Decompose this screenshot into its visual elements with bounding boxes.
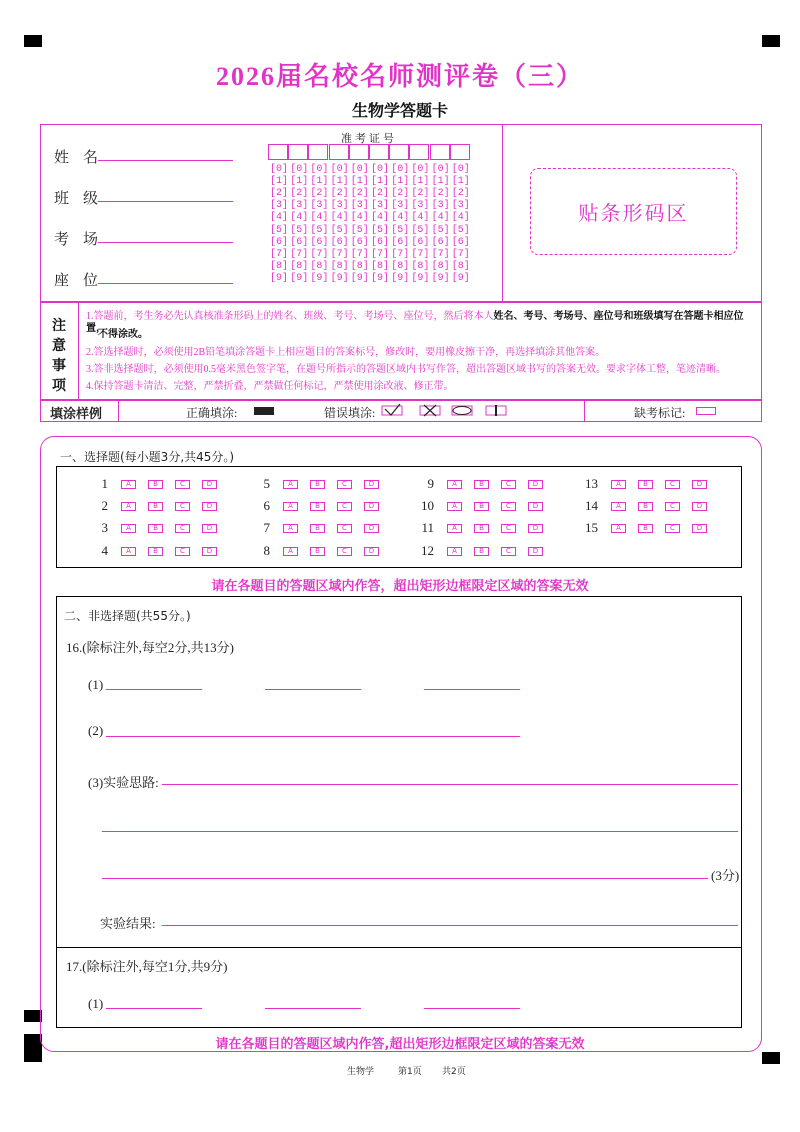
section1-title: 一、选择题(每小题3分,共45分。) xyxy=(60,450,235,464)
choice-bubble[interactable]: D xyxy=(364,502,379,511)
exam-number-digit[interactable]: [8] xyxy=(371,260,390,272)
exam-number-digit[interactable]: [8] xyxy=(431,260,450,272)
exam-number-digit[interactable]: [2] xyxy=(350,188,369,200)
choice-bubble[interactable]: D xyxy=(364,480,379,489)
choice-bubble[interactable]: B xyxy=(638,524,653,533)
fill-divider-1 xyxy=(118,400,119,422)
exam-number-digit[interactable]: [0] xyxy=(371,164,390,175)
exam-number-box[interactable] xyxy=(430,144,450,160)
exam-number-digit[interactable]: [1] xyxy=(411,176,430,188)
choice-bubble[interactable]: A xyxy=(611,502,626,511)
exam-number-digit[interactable]: [8] xyxy=(391,260,410,272)
choice-bubble[interactable]: C xyxy=(175,524,190,533)
choice-bubble[interactable]: B xyxy=(474,480,489,489)
q16-part1-blank-2[interactable] xyxy=(265,689,361,690)
choice-bubble[interactable]: D xyxy=(364,547,379,556)
exam-number-digit[interactable]: [4] xyxy=(310,212,329,224)
exam-number-digit[interactable]: [5] xyxy=(431,224,450,236)
exam-number-digit[interactable]: [4] xyxy=(290,212,309,224)
exam-number-digit[interactable]: [6] xyxy=(371,236,390,248)
q16-q17-divider xyxy=(56,947,742,948)
exam-number-digit[interactable]: [8] xyxy=(290,260,309,272)
exam-number-digit[interactable]: [5] xyxy=(411,224,430,236)
exam-number-box[interactable] xyxy=(308,144,328,160)
exam-number-digit[interactable]: [7] xyxy=(270,248,289,260)
fill-example-heading: 填涂样例 xyxy=(50,407,103,422)
choice-bubble[interactable]: B xyxy=(474,502,489,511)
choice-bubble[interactable]: C xyxy=(501,524,516,533)
exam-number-digit[interactable]: [6] xyxy=(411,236,430,248)
choice-bubble[interactable]: C xyxy=(665,524,680,533)
q16-header: 16.(除标注外,每空2分,共13分) xyxy=(66,640,234,655)
exam-number-digit[interactable]: [5] xyxy=(290,224,309,236)
exam-number-digit[interactable]: [2] xyxy=(451,188,470,200)
q17-part1-label: (1) xyxy=(88,996,104,1011)
notice-item-3: 3.答非选择题时，必须使用0.5毫米黑色签字笔，在题号所指示的答题区域内书写作答，超出答题区域书写的答案无效。要求字体工整，笔迹清晰。 xyxy=(86,364,726,375)
page-subtitle: 生物学答题卡 xyxy=(351,103,448,120)
exam-number-digit[interactable]: [8] xyxy=(310,260,329,272)
choice-bubble[interactable]: D xyxy=(202,524,217,533)
choice-bubble[interactable]: D xyxy=(528,502,543,511)
choice-bubble[interactable]: D xyxy=(202,480,217,489)
choice-bubble[interactable]: D xyxy=(202,547,217,556)
choice-question-number: 14 xyxy=(585,498,598,513)
exam-number-digit[interactable]: [8] xyxy=(270,260,289,272)
choice-bubble[interactable]: B xyxy=(310,502,325,511)
info-divider xyxy=(502,124,503,302)
exam-number-digit[interactable]: [0] xyxy=(431,164,450,175)
q16-result-blank[interactable] xyxy=(162,925,738,926)
exam-number-box[interactable] xyxy=(450,144,470,160)
footer-page: 第1页 xyxy=(398,1067,422,1077)
wrong-fill-circle xyxy=(453,407,471,415)
exam-number-digit[interactable]: [1] xyxy=(371,176,390,188)
exam-number-digit[interactable]: [0] xyxy=(330,164,349,175)
choice-bubble[interactable]: A xyxy=(283,547,298,556)
exam-number-digit[interactable]: [4] xyxy=(371,212,390,224)
exam-number-box[interactable] xyxy=(329,144,349,160)
q17-part1-blank-2[interactable] xyxy=(265,1008,361,1009)
exam-number-digit[interactable]: [8] xyxy=(451,260,470,272)
exam-number-digit[interactable]: [0] xyxy=(411,164,430,175)
exam-number-digit[interactable]: [9] xyxy=(431,272,450,284)
exam-number-digit[interactable]: [7] xyxy=(431,248,450,260)
exam-number-digit[interactable]: [1] xyxy=(350,176,369,188)
notice-heading: 注意事项 xyxy=(52,318,66,394)
choice-bubble[interactable]: A xyxy=(283,524,298,533)
choice-bubble[interactable]: A xyxy=(121,524,136,533)
exam-number-digit[interactable]: [0] xyxy=(451,164,470,175)
q16-part1-blank-3[interactable] xyxy=(424,689,520,690)
wrong-fill-samples xyxy=(380,403,510,417)
choice-question-number: 9 xyxy=(427,476,434,491)
exam-number-digit[interactable]: [7] xyxy=(391,248,410,260)
notice-item-1-cont xyxy=(98,329,766,341)
exam-number-digit[interactable]: [8] xyxy=(330,260,349,272)
exam-number-digit[interactable]: [7] xyxy=(330,248,349,260)
choice-bubble[interactable]: C xyxy=(665,502,680,511)
choice-bubble[interactable]: A xyxy=(447,480,462,489)
choice-bubble[interactable]: C xyxy=(337,502,352,511)
q16-part2-blank[interactable] xyxy=(106,736,520,737)
choice-warning: 请在各题目的答题区域内作答，超出矩形边框限定区域的答案无效 xyxy=(211,579,589,594)
choice-bubble[interactable]: C xyxy=(501,480,516,489)
q16-part3-label: (3)实验思路: xyxy=(88,775,159,790)
choice-question-number: 5 xyxy=(263,476,270,491)
q17-part1-blank-3[interactable] xyxy=(424,1008,520,1009)
exam-number-digit[interactable]: [2] xyxy=(330,188,349,200)
exam-number-digit[interactable]: [0] xyxy=(270,164,289,175)
choice-question-number: 11 xyxy=(421,520,434,535)
correct-fill-sample xyxy=(254,407,274,415)
notice-item-2: 2.答选择题时，必须使用2B铅笔填涂答题卡上相应题目的答案标号，修改时，要用橡皮擦干净，再选择填涂其他答案。 xyxy=(86,347,606,358)
choice-question-number: 1 xyxy=(101,476,108,491)
footer-total: 共2页 xyxy=(442,1067,466,1077)
seat-label: 座位 xyxy=(54,273,113,289)
exam-number-digit[interactable]: [4] xyxy=(411,212,430,224)
choice-bubble[interactable]: D xyxy=(692,480,707,489)
choice-bubble[interactable]: B xyxy=(148,547,163,556)
exam-number-digit[interactable]: [7] xyxy=(371,248,390,260)
choice-bubble[interactable]: B xyxy=(310,524,325,533)
exam-number-digit[interactable]: [9] xyxy=(391,272,410,284)
choice-question-number: 4 xyxy=(101,543,108,558)
exam-number-digit[interactable]: [6] xyxy=(350,236,369,248)
notice-divider xyxy=(78,302,79,400)
choice-question-number: 12 xyxy=(421,543,434,558)
exam-room-field[interactable] xyxy=(98,242,233,243)
exam-number-digit[interactable]: [1] xyxy=(310,176,329,188)
section2-title: 二、非选择题(共55分。) xyxy=(64,609,191,623)
exam-number-digit[interactable]: [4] xyxy=(330,212,349,224)
exam-number-digit[interactable]: [5] xyxy=(451,224,470,236)
exam-number-digit[interactable]: [3] xyxy=(431,200,450,212)
wrong-fill-cross xyxy=(424,405,436,416)
exam-number-digit[interactable]: [5] xyxy=(310,224,329,236)
choice-bubble[interactable]: B xyxy=(310,547,325,556)
exam-number-digit[interactable]: [7] xyxy=(290,248,309,260)
exam-number-digit[interactable]: [3] xyxy=(270,200,289,212)
choice-question-number: 13 xyxy=(585,476,598,491)
exam-number-box[interactable] xyxy=(268,144,288,160)
exam-number-digit[interactable]: [2] xyxy=(270,188,289,200)
choice-bubble[interactable]: C xyxy=(175,547,190,556)
exam-number-digit[interactable]: [0] xyxy=(391,164,410,175)
notice-item-1-line2: 不得涂改。 xyxy=(98,329,148,340)
exam-number-digit[interactable]: [2] xyxy=(411,188,430,200)
choice-bubble[interactable]: B xyxy=(148,480,163,489)
exam-number-digit[interactable]: [6] xyxy=(310,236,329,248)
choice-bubble[interactable]: D xyxy=(528,480,543,489)
choice-bubble[interactable]: D xyxy=(202,502,217,511)
exam-number-digit[interactable]: [5] xyxy=(270,224,289,236)
exam-number-digit[interactable]: [7] xyxy=(451,248,470,260)
exam-number-digit[interactable]: [1] xyxy=(451,176,470,188)
choice-bubble[interactable]: D xyxy=(364,524,379,533)
choice-bubble[interactable]: C xyxy=(337,524,352,533)
correct-fill-label: 正确填涂: xyxy=(186,406,238,420)
exam-number-digit[interactable]: [3] xyxy=(371,200,390,212)
exam-number-box[interactable] xyxy=(409,144,429,160)
absent-label: 缺考标记: xyxy=(634,406,686,420)
exam-number-digit[interactable]: [1] xyxy=(431,176,450,188)
class-label: 班级 xyxy=(54,191,113,207)
exam-number-digit[interactable]: [1] xyxy=(391,176,410,188)
exam-room-label: 考场 xyxy=(54,232,113,248)
q16-part1-blank-1[interactable] xyxy=(106,689,202,690)
absent-mark-box[interactable] xyxy=(696,407,716,415)
exam-number-title: 准考证号 xyxy=(341,133,397,145)
exam-number-digit[interactable]: [6] xyxy=(290,236,309,248)
exam-number-digit[interactable]: [8] xyxy=(411,260,430,272)
exam-number-digit[interactable]: [9] xyxy=(290,272,309,284)
choice-bubble[interactable]: A xyxy=(283,480,298,489)
q16-part1-label: (1) xyxy=(88,677,104,692)
notice-item-1-bold: 姓名、考号、考场号、座位号和班级填写在答题卡相应位置， xyxy=(86,311,744,334)
exam-number-digit[interactable]: [1] xyxy=(330,176,349,188)
choice-question-number: 3 xyxy=(101,520,108,535)
choice-bubble[interactable]: C xyxy=(665,480,680,489)
exam-number-digit[interactable]: [6] xyxy=(391,236,410,248)
choice-bubble[interactable]: D xyxy=(528,547,543,556)
choice-bubble[interactable]: B xyxy=(638,502,653,511)
exam-number-digit[interactable]: [7] xyxy=(411,248,430,260)
choice-bubble[interactable]: A xyxy=(121,547,136,556)
exam-number-digit[interactable]: [6] xyxy=(451,236,470,248)
exam-number-digit[interactable]: [6] xyxy=(270,236,289,248)
notice-item-4: 4.保持答题卡清洁、完整，严禁折叠，严禁做任何标记，严禁使用涂改液、修正带。 xyxy=(86,381,454,392)
choice-question-number: 15 xyxy=(585,520,598,535)
exam-number-digit[interactable]: [9] xyxy=(270,272,289,284)
exam-number-digit[interactable]: [5] xyxy=(350,224,369,236)
q16-part3-blank-1[interactable] xyxy=(162,784,738,785)
exam-number-digit[interactable]: [9] xyxy=(411,272,430,284)
exam-number-digit[interactable]: [9] xyxy=(371,272,390,284)
exam-number-digit[interactable]: [3] xyxy=(330,200,349,212)
wrong-fill-label: 错误填涂: xyxy=(324,406,376,420)
choice-bubble[interactable]: A xyxy=(447,502,462,511)
exam-number-digit[interactable]: [4] xyxy=(270,212,289,224)
exam-number-box[interactable] xyxy=(389,144,409,160)
exam-number-digit[interactable]: [8] xyxy=(350,260,369,272)
exam-number-digit[interactable]: [5] xyxy=(391,224,410,236)
exam-number-digit[interactable]: [9] xyxy=(451,272,470,284)
exam-number-box[interactable] xyxy=(349,144,369,160)
fill-divider-2 xyxy=(584,400,585,422)
choice-bubble[interactable]: C xyxy=(337,547,352,556)
choice-bubble[interactable]: B xyxy=(310,480,325,489)
page-title: 2026届名校名师测评卷（三） xyxy=(215,62,584,91)
exam-number-digit[interactable]: [2] xyxy=(391,188,410,200)
exam-number-digit[interactable]: [9] xyxy=(330,272,349,284)
q17-part1-blank-1[interactable] xyxy=(106,1008,202,1009)
choice-question-number: 6 xyxy=(263,498,270,513)
notice-item-1-text: 1.答题前，考生务必先认真核准条形码上的姓名、班级、考号、考场号、座位号，然后将本人 xyxy=(86,311,494,322)
choice-bubble[interactable]: D xyxy=(692,502,707,511)
wrong-fill-circle-box xyxy=(452,406,472,415)
exam-number-digit[interactable]: [5] xyxy=(371,224,390,236)
exam-number-digit[interactable]: [0] xyxy=(350,164,369,175)
exam-number-digit[interactable]: [4] xyxy=(431,212,450,224)
bottom-warning: 请在各题目的答题区域内作答,超出矩形边框限定区域的答案无效 xyxy=(215,1037,585,1052)
class-field[interactable] xyxy=(98,201,233,202)
alignment-mark-top-left xyxy=(24,35,42,47)
exam-number-digit[interactable]: [5] xyxy=(330,224,349,236)
barcode-area: 贴条形码区 xyxy=(530,168,737,255)
exam-number-digit[interactable]: [2] xyxy=(310,188,329,200)
exam-number-digit[interactable]: [9] xyxy=(310,272,329,284)
exam-number-digit[interactable]: [3] xyxy=(451,200,470,212)
choice-bubble[interactable]: C xyxy=(501,547,516,556)
choice-bubble[interactable]: D xyxy=(528,524,543,533)
exam-number-digit[interactable]: [2] xyxy=(290,188,309,200)
choice-bubble[interactable]: C xyxy=(501,502,516,511)
seat-field[interactable] xyxy=(98,283,233,284)
exam-number-digit[interactable]: [2] xyxy=(431,188,450,200)
q16-part3-blank-3[interactable] xyxy=(102,878,708,879)
q16-part3-score: (3分) xyxy=(711,868,740,883)
exam-number-digit[interactable]: [1] xyxy=(270,176,289,188)
choice-question-number: 2 xyxy=(101,498,108,513)
q17-header: 17.(除标注外,每空1分,共9分) xyxy=(66,959,228,974)
name-field[interactable] xyxy=(98,160,233,161)
exam-number-digit[interactable]: [2] xyxy=(371,188,390,200)
exam-number-box[interactable] xyxy=(288,144,308,160)
choice-bubble[interactable]: C xyxy=(337,480,352,489)
exam-number-digit[interactable]: [0] xyxy=(310,164,329,175)
choice-bubble[interactable]: A xyxy=(121,502,136,511)
choice-bubble[interactable]: A xyxy=(447,524,462,533)
choice-question-number: 7 xyxy=(263,520,270,535)
exam-number-digit[interactable]: [3] xyxy=(350,200,369,212)
exam-number-digit[interactable]: [9] xyxy=(350,272,369,284)
exam-number-digit[interactable]: [6] xyxy=(330,236,349,248)
exam-number-digit[interactable]: [3] xyxy=(310,200,329,212)
choice-question-number: 8 xyxy=(263,543,270,558)
choice-bubble[interactable]: B xyxy=(148,524,163,533)
choice-bubble[interactable]: D xyxy=(692,524,707,533)
exam-number-digit[interactable]: [3] xyxy=(290,200,309,212)
exam-number-box[interactable] xyxy=(369,144,389,160)
exam-number-digit[interactable]: [7] xyxy=(310,248,329,260)
choice-bubble[interactable]: A xyxy=(447,547,462,556)
exam-number-digit[interactable]: [6] xyxy=(431,236,450,248)
choice-bubble[interactable]: B xyxy=(474,524,489,533)
exam-number-digit[interactable]: [3] xyxy=(391,200,410,212)
name-label: 姓名 xyxy=(54,150,113,166)
choice-bubble[interactable]: B xyxy=(474,547,489,556)
exam-number-digit[interactable]: [7] xyxy=(350,248,369,260)
choice-bubble[interactable]: C xyxy=(175,480,190,489)
alignment-mark-top-right xyxy=(762,35,780,47)
exam-number-digit[interactable]: [3] xyxy=(411,200,430,212)
exam-number-digit[interactable]: [4] xyxy=(350,212,369,224)
exam-number-digit[interactable]: [1] xyxy=(290,176,309,188)
choice-bubble[interactable]: B xyxy=(148,502,163,511)
choice-question-number: 10 xyxy=(421,498,434,513)
exam-number-digit[interactable]: [4] xyxy=(451,212,470,224)
choice-bubble[interactable]: A xyxy=(283,502,298,511)
choice-bubble[interactable]: B xyxy=(638,480,653,489)
footer-subject: 生物学 xyxy=(347,1067,375,1077)
q16-part3-blank-2[interactable] xyxy=(102,831,738,832)
choice-bubble[interactable]: A xyxy=(121,480,136,489)
q16-result-label: 实验结果: xyxy=(100,916,156,931)
choice-bubble[interactable]: A xyxy=(611,524,626,533)
choice-bubble[interactable]: A xyxy=(611,480,626,489)
q16-part2-label: (2) xyxy=(88,723,104,738)
choice-bubble[interactable]: C xyxy=(175,502,190,511)
exam-number-digit[interactable]: [4] xyxy=(391,212,410,224)
exam-number-digit[interactable]: [0] xyxy=(290,164,309,175)
alignment-mark-bottom-right xyxy=(762,1052,780,1064)
